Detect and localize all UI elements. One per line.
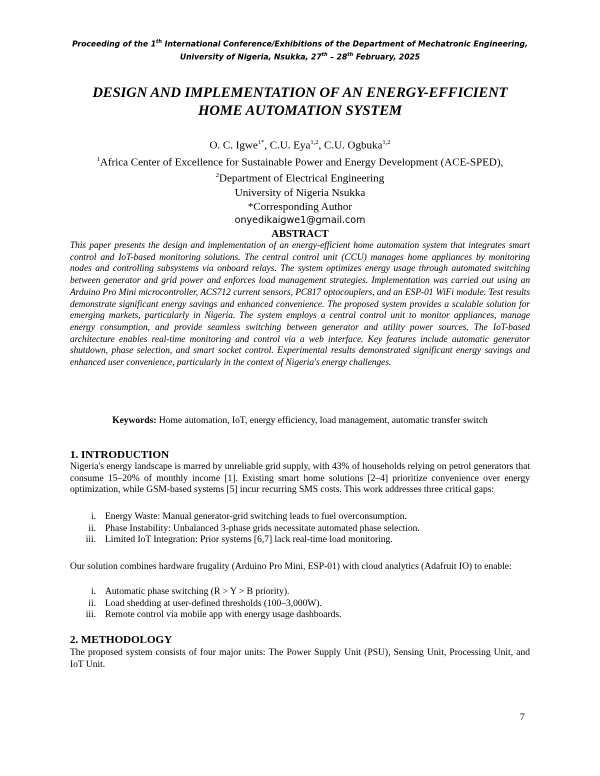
affiliation-3: University of Nigeria Nsukka (234, 186, 366, 199)
paper-title (40, 84, 560, 120)
keywords (40, 416, 560, 426)
list-item: iii. Remote control via mobile app with energy usage dashboards. (85, 610, 342, 621)
author-block (40, 136, 560, 228)
features-list (70, 587, 530, 622)
abstract-text: This paper presents the design and implementation of an energy-efficient home automation system that integrates smart control and IoT-based monitoring solutions. The central control unit (CCU) manages home appliances by monitoring nodes and controlling subsystems via onboard relays. The system optimizes energy usage through automated switching between generator and grid power and enforces load management strategies. Implementation was carried out using an Arduino Pro Mini microcontroller, ACS712 current sensors, PC817 optocouplers, and an ESP-01 WiFi module. Test results demonstrate significant energy savings and enhanced convenience. The proposed system provides a scalable solution for emerging markets, particularly in Nigeria. The system employs a central control unit to monitor appliances, manage energy consumption, and provide seamless switching between generator and utility power sources. The IoT-based architecture enables real-time monitoring and control via a web interface. Key features include automatic generator shutdown, phase selection, and smart socket control. Experimental results demonstrated significant energy savings and enhanced user convenience, particularly in the context of Nigeria's energy challenges. (70, 241, 530, 369)
affiliation-1: $^1$Africa Center of Excellence for Sustainable Power and Energy Development (ACE-SPED), (96, 155, 504, 169)
section-heading-methodology: 2. METHODOLOGY (70, 634, 173, 646)
methodology-paragraph: The proposed system consists of four major units: The Power Supply Unit (PSU), Sensing Unit, Processing Unit, and IoT Unit. (70, 648, 530, 670)
conference-header (40, 37, 560, 62)
list-item: ii. Load shedding at user-defined thresholds (100–3,000W). (88, 598, 322, 609)
title-line-2: HOME AUTOMATION SYSTEM (198, 103, 402, 119)
introduction-paragraph-2: Our solution combines hardware frugality (Arduino Pro Mini, ESP-01) with cloud analytics (Adafruit IO) to enable: (70, 562, 512, 572)
title-line-1: DESIGN AND IMPLEMENTATION OF AN ENERGY-EFFICIENT (92, 85, 508, 101)
keywords-text: Home automation, IoT, energy efficiency, load management, automatic transfer switch (156, 416, 488, 426)
author-names: O. C. Igwe$^{1*}$, C.U. Eya$^{1,2}$, C.U. Ogbuka$^{1,2}$ (209, 139, 391, 152)
list-item: ii. Phase Instability: Unbalanced 3-phase grids necessitate automated phase selection. (88, 523, 420, 534)
page-number: 7 (520, 713, 525, 723)
list-item: i. Energy Waste: Manual generator-grid switching leads to fuel overconsumption. (90, 512, 407, 522)
list-item: iii. Limited IoT Integration: Prior systems [6,7] lack real-time load monitoring. (85, 535, 393, 546)
gaps-list (70, 512, 530, 547)
header-line-1: Proceeding of the 1th International Conference/Exhibitions of the Department of Mechatronic Engineering, (72, 39, 528, 49)
keywords-label: Keywords: (112, 416, 157, 426)
list-item: i. Automatic phase switching (R > Y > B priority). (90, 587, 290, 597)
header-line-2: University of Nigeria, Nsukka, 27th – 28th February, 2025 (179, 51, 421, 62)
section-heading-introduction: 1. INTRODUCTION (70, 449, 170, 461)
corresponding-author: *Corresponding Author (247, 200, 353, 213)
abstract-heading: ABSTRACT (271, 229, 329, 240)
affiliation-2: $^2$Department of Electrical Engineering (215, 172, 385, 185)
author-email[interactable]: onyedikaigwe1@gmail.com (234, 214, 366, 226)
introduction-paragraph-1: Nigeria's energy landscape is marred by unreliable grid supply, with 43% of households relying on petrol generators that consume 15–20% of monthly income [1]. Existing smart home solutions [2–4] prioritize convenience over energy optimization, while GSM-based systems [5] incur recurring SMS costs. This work addresses three critical gaps: (70, 462, 530, 496)
